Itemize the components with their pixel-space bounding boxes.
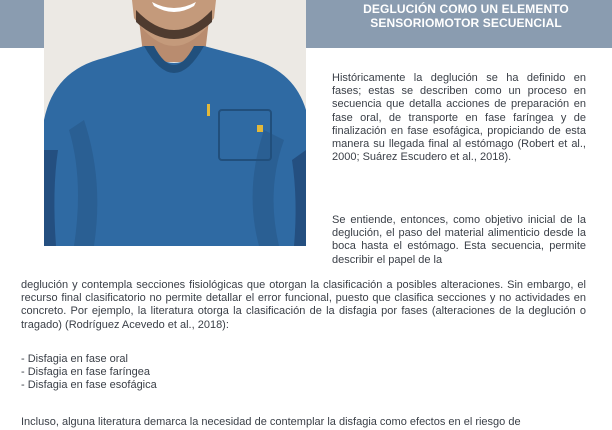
list-item: - Disfagia en fase esofágica	[21, 379, 157, 392]
dysphagia-list	[21, 353, 586, 393]
list-item: - Disfagia en fase faríngea	[21, 366, 151, 379]
author-photo	[44, 0, 306, 246]
paragraph-1: Históricamente la deglución se ha definido en fases; estas se describen como un proceso en secuencia que detalla acciones de preparación en fase oral, de transporte en fase faríngea y de finalización en fase esofágica, propiciando de esta manera su llegada final al estómago (Robert et al., 2000; Suárez Escudero et al., 2018).	[332, 72, 586, 164]
list-item: - Disfagia en fase oral	[21, 353, 128, 365]
author-photo-illustration	[44, 0, 306, 246]
section-title-line-2: SENSORIOMOTOR SECUENCIAL	[370, 16, 562, 30]
section-title-line-1: DEGLUCIÓN COMO UN ELEMENTO	[363, 2, 569, 16]
paragraph-2-part-2: deglución y contempla secciones fisiológicas que otorgan la clasificación a posibles alteraciones. Sin embargo, el recurso final clasificatorio no permite detallar el error funcional, puesto que clasifica secciones y no actividades en concreto. Por ejemplo, la literatura otorga la clasificación de la disfagia por fases (alteraciones de la deglución o tragado) (Rodríguez Acevedo et al., 2018):	[21, 279, 586, 331]
paragraph-2-part-1: Se entiende, entonces, como objetivo inicial de la deglución, el paso del material alimenticio desde la boca hasta el estómago. Esta secuencia, permite describir el papel de la	[332, 214, 586, 266]
header-band-left	[0, 0, 44, 48]
section-title	[320, 2, 612, 30]
paragraph-3: Incluso, alguna literatura demarca la necesidad de contemplar la disfagia como efectos en el riesgo de	[21, 416, 521, 428]
